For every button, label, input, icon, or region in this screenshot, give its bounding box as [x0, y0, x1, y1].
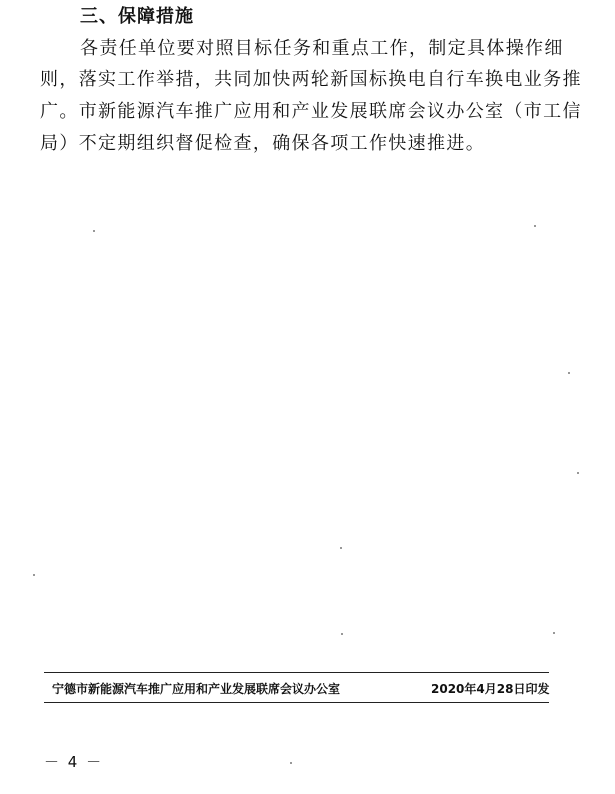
page-number: － 4 －	[44, 753, 104, 771]
scan-speck	[290, 762, 292, 764]
scan-speck	[33, 574, 35, 576]
scan-speck	[534, 225, 536, 227]
footer-bottom-rule	[44, 702, 549, 703]
scan-speck	[568, 372, 570, 374]
paragraph-line: 则，落实工作举措，共同加快两轮新国标换电自行车换电业务推	[40, 69, 582, 90]
paragraph-line: 局）不定期组织督促检查，确保各项工作快速推进。	[40, 133, 486, 154]
scan-speck	[577, 472, 579, 474]
footer-date: 2020年4月28日印发	[431, 682, 550, 696]
scan-speck	[93, 230, 95, 232]
footer-top-rule	[44, 672, 549, 673]
paragraph-line: 广。市新能源汽车推广应用和产业发展联席会议办公室（市工信	[40, 101, 582, 122]
scan-speck	[553, 632, 555, 634]
scan-speck	[340, 547, 342, 549]
footer-issuer: 宁德市新能源汽车推广应用和产业发展联席会议办公室	[52, 682, 341, 696]
section-heading: 三、保障措施	[80, 6, 194, 27]
scan-speck	[341, 633, 343, 635]
paragraph-line: 各责任单位要对照目标任务和重点工作，制定具体操作细	[80, 38, 564, 59]
